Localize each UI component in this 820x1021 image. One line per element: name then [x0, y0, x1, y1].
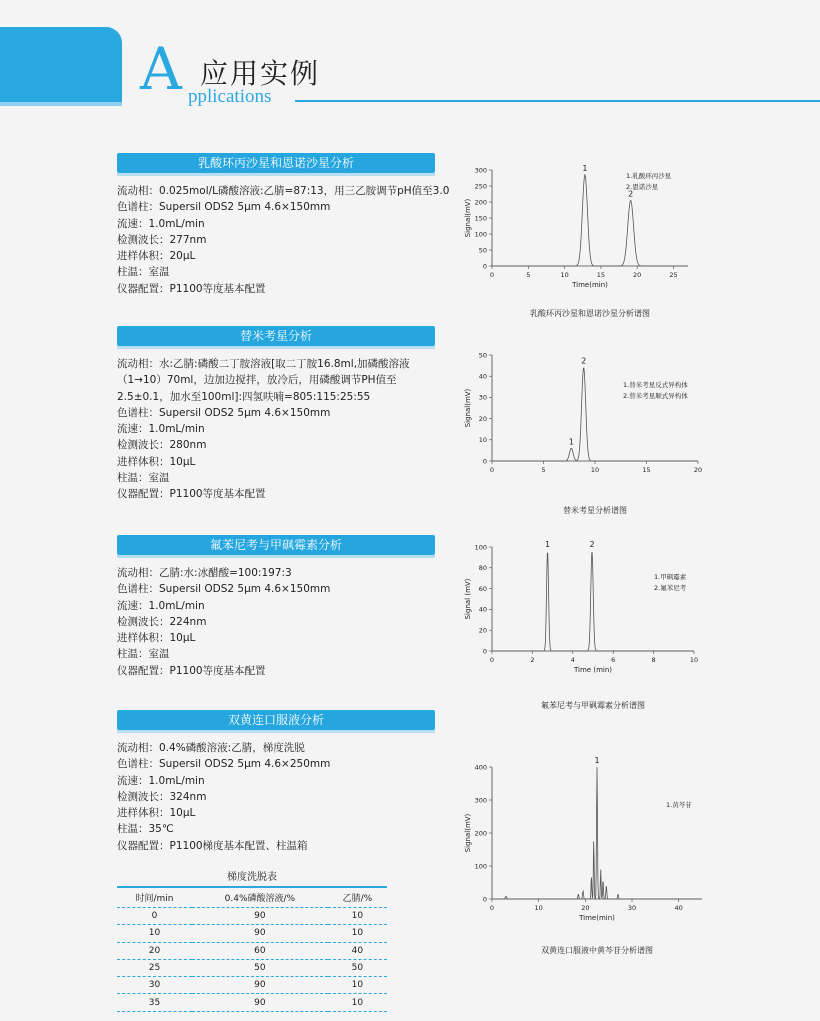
chromatogram-trace [492, 553, 694, 651]
spec-line: 进样体积：10μL [117, 632, 196, 645]
legend-entry: 1.替米考星反式异构体 [623, 381, 688, 389]
table-header-cell: 乙腈/% [328, 887, 387, 908]
page-title: 应用实例 [200, 57, 321, 90]
table-cell: 50 [192, 959, 328, 976]
spec-line: 仪器配置：P1100等度基本配置 [117, 664, 266, 677]
gradient-table-title: 梯度洗脱表 [227, 872, 277, 883]
y-tick-label: 10 [478, 436, 487, 445]
chart-caption: 氟苯尼考与甲砜霉素分析谱图 [541, 701, 645, 710]
x-tick-label: 20 [693, 466, 703, 474]
spec-line: 进样体积：10μL [117, 807, 196, 820]
table-cell: 30 [117, 977, 192, 994]
y-tick-label: 150 [474, 214, 487, 223]
section-4-spec [117, 740, 442, 854]
table-row [117, 977, 387, 994]
table-row [117, 925, 387, 942]
table-cell: 10 [117, 925, 192, 942]
x-tick-label: 10 [534, 904, 543, 912]
x-tick-label: 0 [489, 904, 495, 912]
x-tick-label: 25 [669, 271, 678, 279]
y-tick-label: 300 [474, 166, 487, 175]
legend-entry: 2.恩诺沙星 [626, 183, 659, 191]
x-tick-label: 10 [590, 466, 600, 474]
y-tick-label: 20 [478, 414, 487, 423]
chart-svg [458, 755, 718, 955]
y-tick-label: 200 [474, 198, 487, 207]
chromatogram-chart-4 [458, 755, 718, 955]
peak-label: 2 [628, 189, 634, 199]
y-tick-label: 0 [482, 895, 487, 904]
table-cell: 90 [192, 908, 328, 925]
x-axis-label: Time(min) [572, 281, 608, 289]
x-tick-label: 20 [633, 271, 642, 279]
y-tick-label: 40 [478, 372, 487, 381]
section-title-2: 替米考星分析 [117, 326, 435, 346]
x-tick-label: 0 [489, 271, 495, 279]
y-tick-label: 40 [478, 605, 487, 614]
spec-line: 柱温：室温 [117, 266, 170, 279]
table-cell: 90 [192, 994, 328, 1011]
chart-svg [458, 158, 718, 318]
y-tick-label: 250 [474, 182, 487, 191]
table-row [117, 994, 387, 1011]
x-tick-label: 30 [627, 904, 637, 912]
table-cell: 10 [328, 925, 387, 942]
y-tick-label: 0 [482, 457, 487, 466]
chromatogram-chart-2 [458, 345, 718, 515]
section-title-shadow [117, 555, 435, 558]
x-tick-label: 15 [642, 466, 651, 474]
x-tick-label: 2 [530, 656, 535, 664]
x-axis-label: Time (min) [573, 666, 613, 674]
spec-line: 流速：1.0mL/min [117, 774, 205, 787]
chromatogram-trace [492, 767, 702, 899]
table-header-cell: 0.4%磷酸溶液/% [192, 887, 328, 908]
x-axis-label: Time(min) [579, 914, 615, 922]
section-title-shadow [117, 173, 435, 176]
spec-line: 流动相：水:乙腈:磷酸二丁胺溶液[取二丁胺16.8ml,加磷酸溶液（1→10）70ml，边加边搅拌，放冷后，用磷酸调节PH值至2.5±0.1，加水至100ml]:四氢呋喃=805:115:25:55 [117, 358, 410, 403]
x-tick-label: 10 [689, 656, 699, 664]
table-row [117, 908, 387, 925]
spec-line: 仪器配置：P1100等度基本配置 [117, 282, 266, 295]
x-tick-label: 5 [541, 466, 546, 474]
table-row [117, 942, 387, 959]
y-tick-label: 60 [478, 584, 487, 593]
peak-label: 1 [568, 437, 574, 447]
spec-line: 进样体积：20μL [117, 250, 196, 263]
table-cell: 20 [117, 942, 192, 959]
y-tick-label: 80 [478, 564, 487, 573]
x-tick-label: 5 [526, 271, 531, 279]
chart-svg [458, 535, 718, 710]
table-cell: 10 [328, 908, 387, 925]
chart-svg [458, 345, 718, 515]
spec-line: 进样体积：10μL [117, 455, 196, 468]
legend-entry: 2.替米考星顺式异构体 [623, 392, 688, 400]
section-2-spec [117, 356, 442, 503]
spec-line: 检测波长：224nm [117, 615, 207, 628]
header-letter: A [140, 35, 182, 103]
y-tick-label: 100 [474, 230, 487, 239]
legend-entry: 1.甲砜霉素 [654, 573, 687, 581]
y-axis-label: Signal(mV) [464, 388, 472, 428]
x-tick-label: 6 [611, 656, 616, 664]
section-title-shadow [117, 730, 435, 733]
legend-entry: 1.黄芩苷 [666, 801, 692, 809]
table-cell: 10 [328, 977, 387, 994]
y-axis-label: Signal(mV) [464, 813, 472, 853]
spec-line: 流速：1.0mL/min [117, 217, 205, 230]
table-cell: 35 [117, 994, 192, 1011]
spec-line: 柱温：35℃ [117, 823, 174, 836]
y-tick-label: 30 [478, 393, 487, 402]
section-title-3: 氟苯尼考与甲砜霉素分析 [117, 535, 435, 555]
table-cell: 90 [192, 925, 328, 942]
section-1-spec [117, 183, 450, 297]
spec-line: 流动相：0.025mol/L磷酸溶液:乙腈=87:13，用三乙胺调节pH值至3.0 [117, 185, 450, 197]
chart-caption: 乳酸环丙沙星和恩诺沙星分析谱图 [530, 309, 650, 318]
x-tick-label: 0 [489, 466, 495, 474]
header-divider [295, 100, 820, 102]
spec-line: 流动相：乙腈:水:冰醋酸=100:197:3 [117, 567, 292, 579]
table-cell: 90 [192, 977, 328, 994]
chromatogram-chart-1 [458, 158, 718, 318]
spec-line: 流动相：0.4%磷酸溶液:乙腈，梯度洗脱 [117, 742, 305, 754]
y-tick-label: 200 [474, 829, 487, 838]
spec-line: 检测波长：277nm [117, 233, 207, 246]
x-tick-label: 0 [489, 656, 495, 664]
table-header-row [117, 887, 387, 908]
spec-line: 检测波长：324nm [117, 790, 207, 803]
header-tab-block [0, 27, 122, 102]
spec-line: 仪器配置：P1100等度基本配置 [117, 488, 266, 501]
table-cell: 10 [328, 994, 387, 1011]
peak-label: 1 [545, 540, 551, 550]
x-tick-label: 8 [651, 656, 656, 664]
x-tick-label: 10 [560, 271, 569, 279]
gradient-table [117, 886, 387, 1012]
section-3-spec [117, 565, 442, 679]
legend-entry: 2.氟苯尼考 [654, 584, 687, 592]
table-row [117, 959, 387, 976]
peak-label: 1 [582, 163, 588, 173]
y-tick-label: 0 [482, 647, 487, 656]
spec-line: 检测波长：280nm [117, 439, 207, 452]
spec-line: 色谱柱：Supersil ODS2 5μm 4.6×150mm [117, 406, 331, 419]
y-tick-label: 100 [474, 543, 487, 552]
table-cell: 25 [117, 959, 192, 976]
table-header-cell: 时间/min [117, 887, 192, 908]
chart-caption: 替米考星分析谱图 [563, 506, 627, 515]
page-subtitle: pplications [188, 86, 272, 107]
y-axis-label: Signal(mV) [464, 198, 472, 238]
peak-label: 1 [594, 756, 600, 765]
x-tick-label: 4 [570, 656, 575, 664]
chart-caption: 双黄连口服液中黄芩苷分析谱图 [541, 946, 653, 955]
x-tick-label: 40 [674, 904, 683, 912]
y-tick-label: 50 [478, 351, 487, 360]
y-tick-label: 0 [482, 262, 487, 271]
spec-line: 色谱柱：Supersil ODS2 5μm 4.6×150mm [117, 583, 331, 596]
section-title-shadow [117, 346, 435, 349]
spec-line: 柱温：室温 [117, 648, 170, 661]
peak-label: 2 [589, 540, 595, 550]
section-title-4: 双黄连口服液分析 [117, 710, 435, 730]
spec-line: 色谱柱：Supersil ODS2 5μm 4.6×250mm [117, 758, 331, 771]
x-tick-label: 15 [596, 271, 606, 279]
legend-entry: 1.乳酸环丙沙星 [626, 172, 672, 180]
table-cell: 60 [192, 942, 328, 959]
table-cell: 0 [117, 908, 192, 925]
y-axis-label: Signal (mV) [464, 578, 472, 620]
y-tick-label: 400 [474, 763, 487, 772]
section-title-1: 乳酸环丙沙星和恩诺沙星分析 [117, 153, 435, 173]
spec-line: 仪器配置：P1100梯度基本配置、柱温箱 [117, 839, 308, 852]
table-cell: 40 [328, 942, 387, 959]
spec-line: 流速：1.0mL/min [117, 599, 205, 612]
spec-line: 柱温：室温 [117, 472, 170, 485]
table-cell: 50 [328, 959, 387, 976]
y-tick-label: 100 [474, 862, 487, 871]
peak-label: 2 [581, 356, 587, 366]
y-tick-label: 20 [478, 626, 487, 635]
spec-line: 流速：1.0mL/min [117, 423, 205, 436]
y-tick-label: 300 [474, 796, 487, 805]
spec-line: 色谱柱：Supersil ODS2 5μm 4.6×150mm [117, 201, 331, 214]
x-tick-label: 20 [581, 904, 590, 912]
chromatogram-trace [492, 175, 688, 266]
y-tick-label: 50 [478, 246, 487, 255]
chromatogram-chart-3 [458, 535, 718, 710]
